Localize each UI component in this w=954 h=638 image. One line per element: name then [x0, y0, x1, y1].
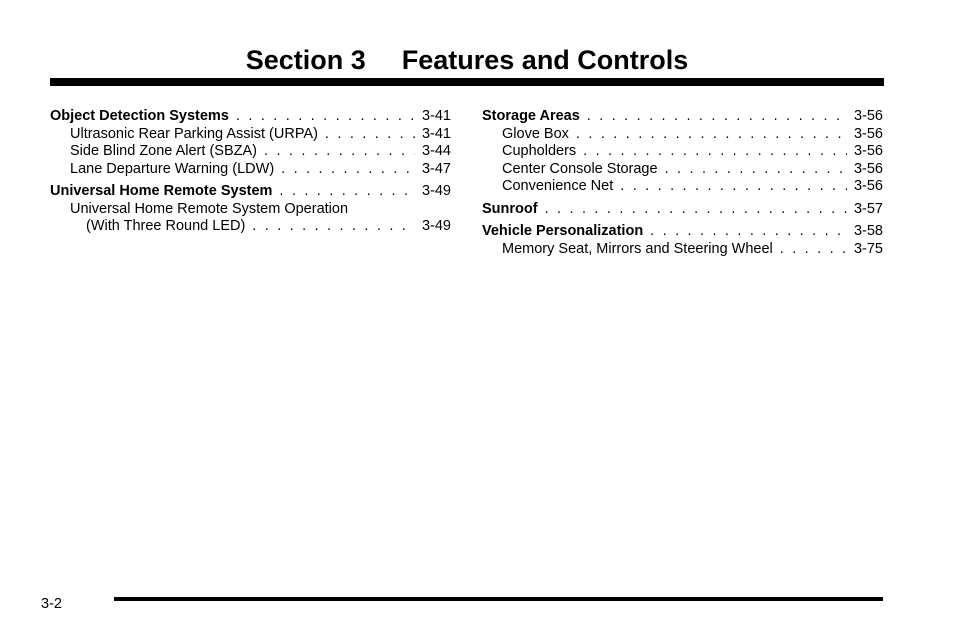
toc-entry-sub[interactable]: [482, 161, 883, 179]
dot-leader: [281, 161, 415, 179]
toc-entry-label: Lane Departure Warning (LDW): [70, 160, 275, 177]
toc-entry-main[interactable]: [482, 108, 883, 126]
dot-leader: [650, 223, 847, 241]
dot-leader: [279, 183, 415, 201]
section-number: Section 3: [245, 45, 366, 75]
toc-entry-label: Memory Seat, Mirrors and Steering Wheel: [502, 240, 773, 257]
title-rule: [50, 78, 884, 86]
toc-entry-page: 3-56: [853, 108, 883, 124]
toc-group-universal-home-remote: [50, 183, 451, 236]
toc-entry-page: 3-56: [853, 143, 883, 159]
toc-entry-sub[interactable]: [482, 126, 883, 144]
toc-entry-main[interactable]: [482, 201, 883, 219]
toc-entry-label: Side Blind Zone Alert (SBZA): [70, 143, 257, 159]
toc-entry-page: 3-41: [421, 108, 451, 124]
dot-leader: [236, 108, 415, 126]
toc-entry-label-continued: (With Three Round LED): [86, 218, 246, 234]
toc-entry-sub-line2[interactable]: [50, 218, 451, 236]
toc-entry-page: 3-58: [853, 223, 883, 239]
toc-entry-page: 3-41: [421, 125, 451, 142]
dot-leader: [545, 201, 847, 219]
toc-entry-label: Vehicle Personalization: [482, 223, 644, 239]
toc-entry-label: Object Detection Systems: [50, 108, 229, 124]
toc-entry-sub-line1[interactable]: [50, 201, 451, 219]
toc-entry-sub[interactable]: [50, 143, 451, 161]
toc-column-right: [482, 108, 883, 263]
toc-entry-page: 3-57: [853, 200, 883, 217]
toc-entry-page: 3-49: [421, 218, 451, 234]
toc-entry-page: 3-75: [853, 240, 883, 257]
toc-entry-page: 3-56: [853, 125, 883, 142]
toc-entry-label: Universal Home Remote System: [50, 183, 273, 199]
toc-entry-sub[interactable]: [50, 126, 451, 144]
toc-entry-main[interactable]: [50, 108, 451, 126]
dot-leader: [780, 241, 847, 259]
toc-entry-label: Sunroof: [482, 200, 538, 217]
dot-leader: [325, 126, 415, 144]
toc-entry-page: 3-47: [421, 160, 451, 177]
dot-leader: [587, 108, 847, 126]
section-heading: [0, 42, 934, 78]
toc-entry-sub[interactable]: [482, 143, 883, 161]
toc-group-sunroof: [482, 201, 883, 219]
toc-entry-main[interactable]: [50, 183, 451, 201]
toc-entry-page: 3-49: [421, 183, 451, 199]
dot-leader: [665, 161, 847, 179]
toc-entry-sub[interactable]: [50, 161, 451, 179]
dot-leader: [576, 126, 847, 144]
toc-entry-label: Glove Box: [502, 125, 569, 142]
toc-entry-page: 3-56: [853, 160, 883, 177]
dot-leader: [252, 218, 415, 236]
toc-entry-label: Ultrasonic Rear Parking Assist (URPA): [70, 125, 318, 142]
dot-leader: [264, 143, 415, 161]
toc-group-storage-areas: [482, 108, 883, 196]
toc-column-left: [50, 108, 451, 241]
toc-entry-sub[interactable]: [482, 178, 883, 196]
toc-group-vehicle-personalization: [482, 223, 883, 258]
toc-entry-page: 3-56: [853, 178, 883, 194]
toc-entry-label: Convenience Net: [502, 178, 614, 194]
toc-entry-label: Storage Areas: [482, 108, 580, 124]
toc-entry-label: Universal Home Remote System Operation: [70, 200, 349, 217]
footer-rule: [114, 597, 883, 601]
toc-entry-label: Center Console Storage: [502, 160, 658, 177]
dot-leader: [583, 143, 847, 161]
section-title: Features and Controls: [401, 45, 689, 75]
toc-entry-label: Cupholders: [502, 143, 577, 159]
toc-entry-page: 3-44: [421, 143, 451, 159]
toc-group-object-detection: [50, 108, 451, 178]
page-number: 3-2: [41, 596, 62, 612]
dot-leader: [620, 178, 847, 196]
toc-entry-main[interactable]: [482, 223, 883, 241]
toc-entry-sub[interactable]: [482, 241, 883, 259]
